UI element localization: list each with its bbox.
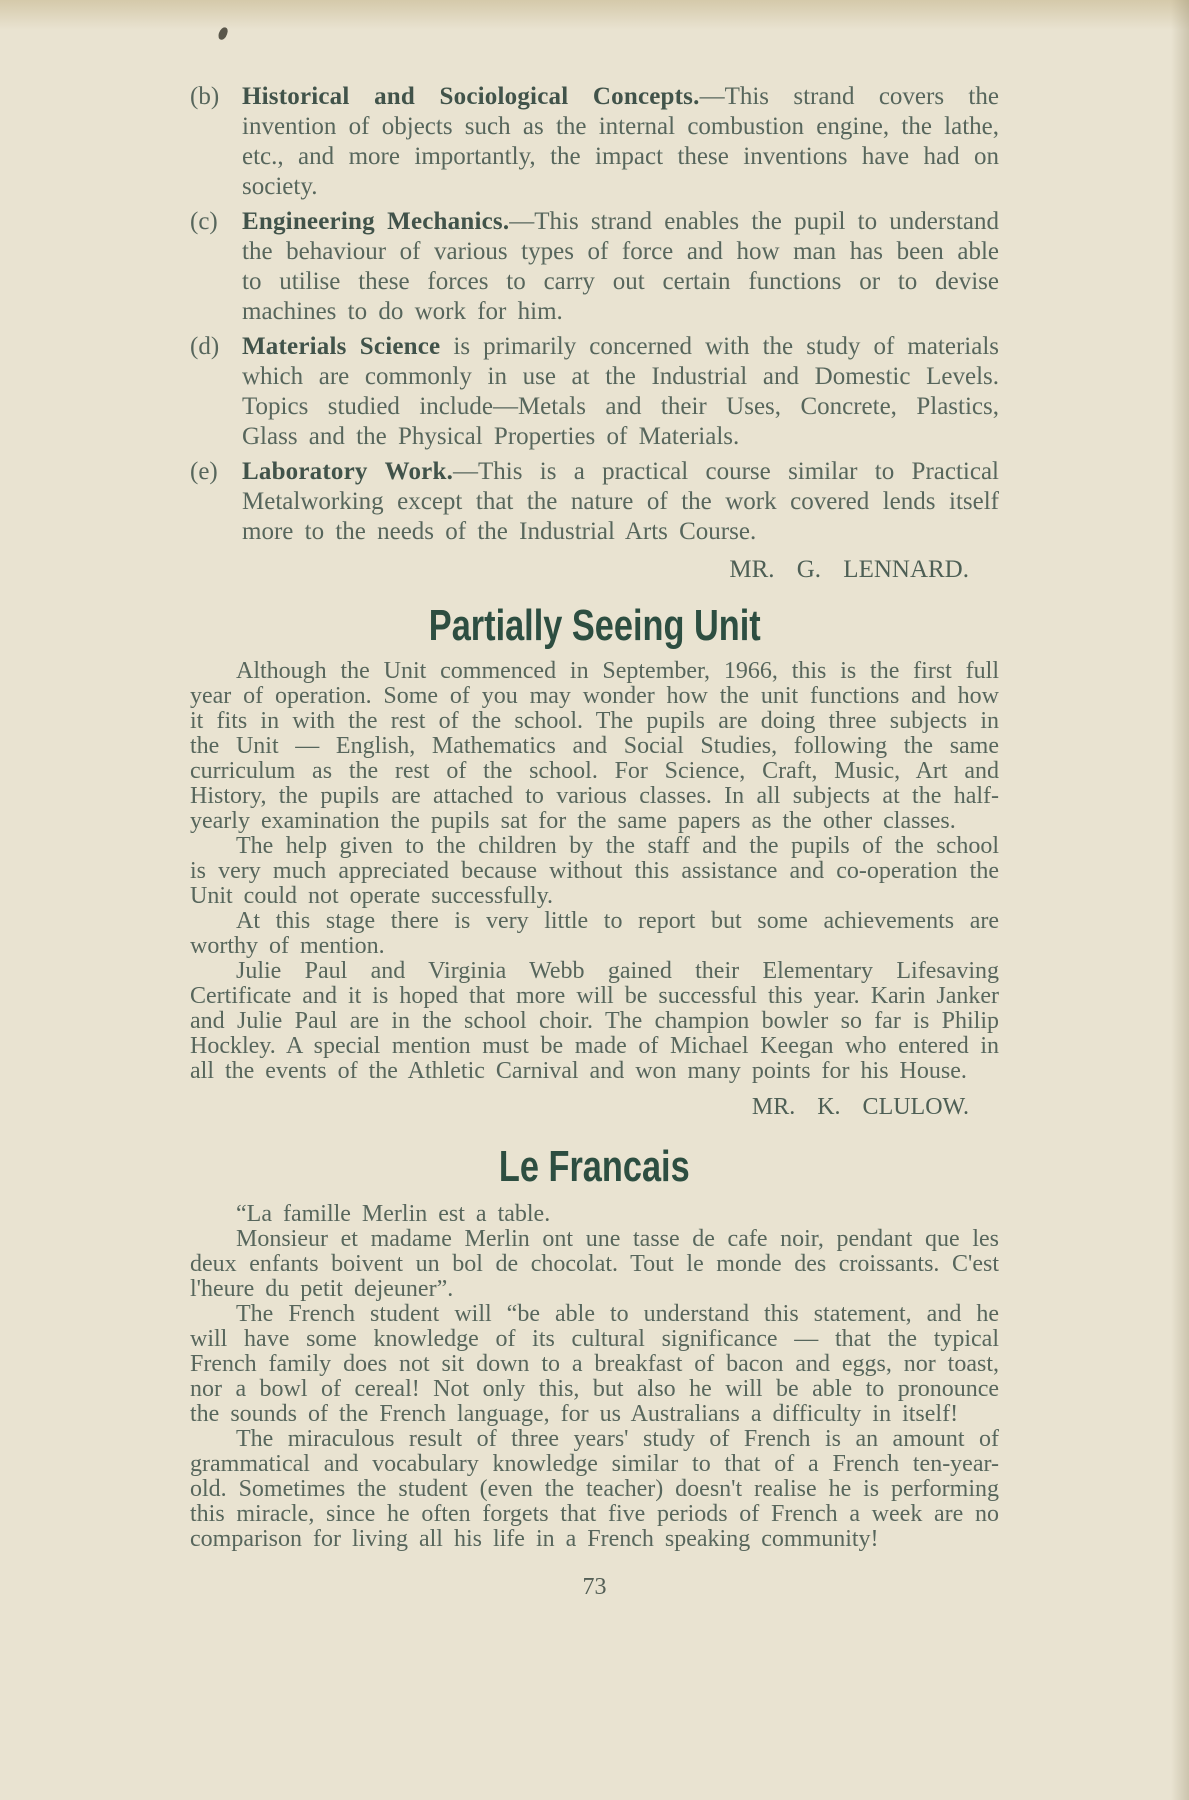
- list-item: [190, 332, 999, 452]
- list-item: [190, 207, 999, 327]
- author-signature: MR. K. CLULOW.: [751, 1094, 969, 1120]
- paragraph: Monsieur et madame Merlin ont une tasse de cafe noir, pendant que les deux enfants boivent un bol de chocolat. Tout le monde des croissants. C'est l'heure du petit dejeuner”.: [190, 1226, 999, 1302]
- paragraph: “La famille Merlin est a table.: [236, 1201, 551, 1227]
- list-item-label: (c): [190, 208, 218, 235]
- list-item-title: Laboratory Work.: [242, 458, 454, 485]
- paragraph: The miraculous result of three years' study of French is an amount of grammatical and vocabulary knowledge similar to that of a French ten-year-old. Sometimes the student (even the teacher) doesn't realise he is performing this miracle, since he often forgets that five periods of French a week are no comparison for living all his life in a French speaking community!: [190, 1426, 999, 1552]
- list-item-title: Engineering Mechanics.: [242, 208, 510, 235]
- paragraph: At this stage there is very little to report but some achievements are worthy of mention.: [190, 908, 999, 959]
- paragraph: Although the Unit commenced in September, 1966, this is the first full year of operation. Some of you may wonder how the unit functions and how it fits in with the rest of the school. The pupils are doing three subjects in the Unit — English, Mathematics and Social Studies, following the same curriculum as the rest of the school. For Science, Craft, Music, Art and History, the pupils are attached to various classes. In all subjects at the half-yearly examination the pupils sat for the same papers as the other classes.: [190, 658, 999, 834]
- curriculum-strands-section: [190, 82, 999, 585]
- list-item-body: —This is a practical course similar to Practical Metalworking except that the nature of the work covered lends itself more to the needs of the Industrial Arts Course.: [242, 458, 1000, 545]
- list-item-body: —This strand covers the invention of objects such as the internal combustion engine, the lathe, etc., and more importantly, the impact these inventions have had on society.: [242, 83, 999, 200]
- list-item-title: Historical and Sociological Concepts.: [242, 83, 700, 110]
- list-item: [190, 457, 999, 547]
- section-heading: [190, 603, 999, 649]
- partially-seeing-unit-section: [190, 603, 999, 1120]
- list-item-label: (d): [190, 333, 220, 360]
- paragraph: The help given to the children by the staff and the pupils of the school is very much appreciated because without this assistance and co-operation the Unit could not operate successfully.: [190, 833, 999, 909]
- section-heading-text: Partially Seeing Unit: [428, 601, 761, 650]
- le-francais-section: [190, 1144, 999, 1552]
- list-item-body: —This strand enables the pupil to understand the behaviour of various types of force and how man has been able to utilise these forces to carry out certain functions or to devise machines to do work for him.: [242, 208, 999, 325]
- list-item: [190, 82, 999, 202]
- author-signature: MR. G. LENNARD.: [729, 556, 969, 583]
- list-item-label: (e): [190, 458, 218, 485]
- section-heading: [190, 1144, 999, 1190]
- list-item-label: (b): [190, 83, 220, 110]
- list-item-body: is primarily concerned with the study of materials which are commonly in use at the Industrial and Domestic Levels. Topics studied include—Metals and their Uses, Concrete, Plastics, Glass and the Physical Properties of Materials.: [242, 333, 999, 450]
- list-item-title: Materials Science: [242, 333, 441, 360]
- paragraph: The French student will “be able to understand this statement, and he will have some knowledge of its cultural significance — that the typical French family does not sit down to a breakfast of bacon and eggs, nor toast, nor a bowl of cereal! Not only this, but also he will be able to pronounce the sounds of the French language, for us Australians a difficulty in itself!: [190, 1301, 999, 1427]
- page-number: 73: [582, 1574, 607, 1600]
- paragraph: Julie Paul and Virginia Webb gained their Elementary Lifesaving Certificate and it is hoped that more will be successful this year. Karin Janker and Julie Paul are in the school choir. The champion bowler so far is Philip Hockley. A special mention must be made of Michael Keegan who entered in all the events of the Athletic Carnival and won many points for his House.: [190, 958, 999, 1084]
- section-heading-text: Le Francais: [499, 1142, 690, 1191]
